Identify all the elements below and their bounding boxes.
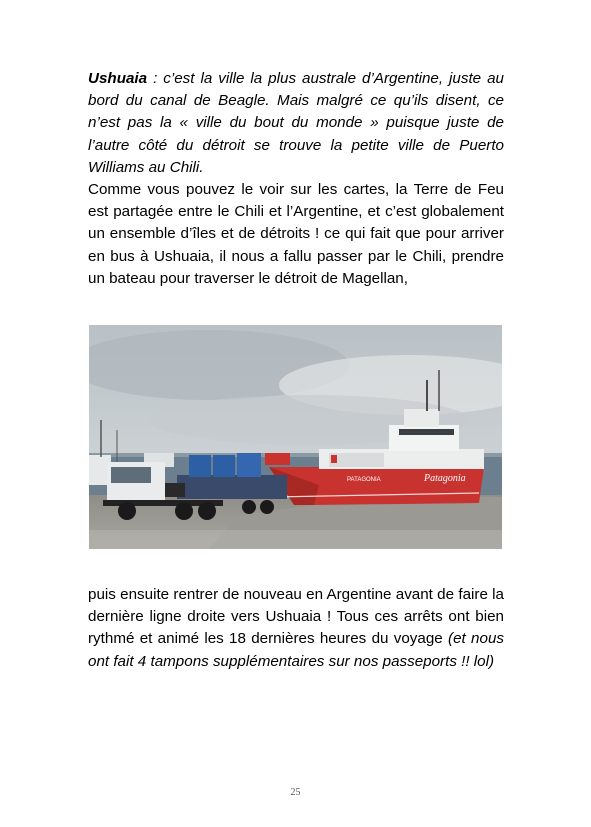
page-number: 25: [290, 787, 301, 798]
paragraph-text: Comme vous pouvez le voir sur les cartes, la Terre de Feu est partagée entre le Chili et l’Argentine, et c’est globalement un ensemble d’îles et de détroits ! ce qui fait que pour arriver en bus à Ushuaia, il nous a fallu passer par le Chili, prendre un bateau pour traverser le détroit de Magellan,: [88, 181, 504, 287]
ferry-photo-illustration: [89, 325, 502, 549]
paragraph-ushuaia-intro: [88, 68, 504, 179]
ship-name-label: PATAGONIA: [347, 477, 381, 483]
paragraph-terre-de-feu: [88, 179, 504, 290]
bold-lead-word: Ushuaia: [88, 70, 148, 87]
paragraph-text: puis ensuite rentrer de nouveau en Argentine avant de faire la dernière ligne droite vers Ushuaia ! Tous ces arrêts ont bien rythmé et animé les 18 dernières heures du voyage: [88, 586, 504, 648]
paragraph-italic-aside: (et nous ont fait 4 tampons supplémentaires sur nos passeports !! lol): [88, 630, 504, 670]
paragraph-text: : c’est la ville la plus australe d’Argentine, juste au bord du canal de Beagle. Mais malgré ce qu’ils disent, ce n’est pas la « ville du bout du monde » puisque juste de l’autre côté du détroit se trouve la petite ville de Puerto Williams au Chili.: [88, 70, 504, 176]
hull-brand-label: Patagonia: [424, 473, 466, 484]
ferry-photo: [89, 325, 502, 549]
paragraph-retour-argentine: [88, 584, 504, 673]
